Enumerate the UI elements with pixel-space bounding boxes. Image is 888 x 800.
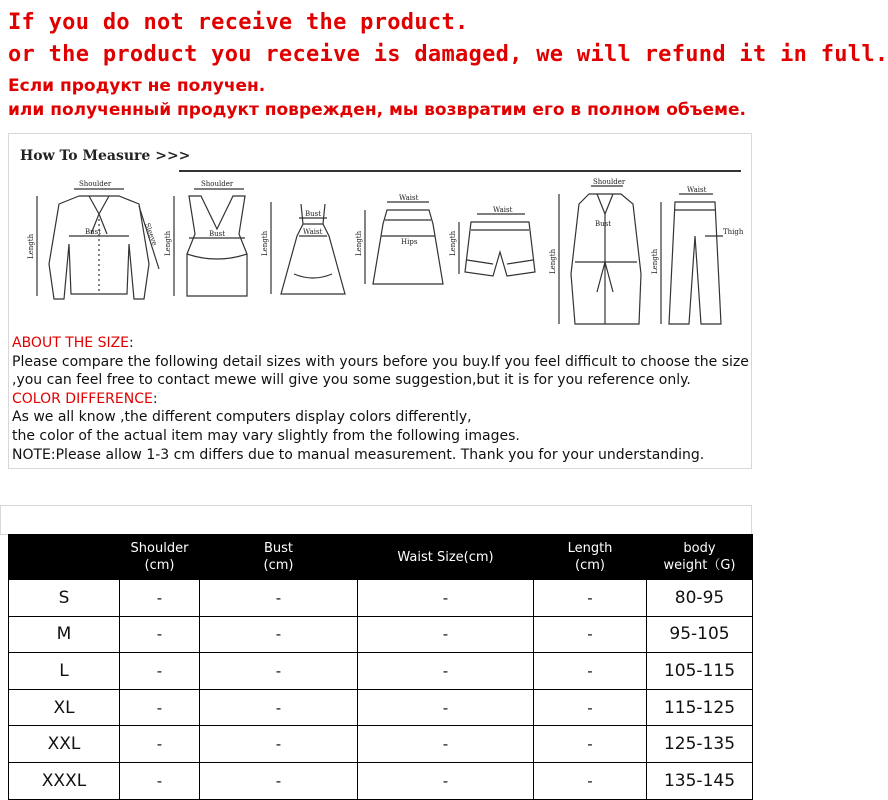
skirt-hips-label: Hips — [401, 238, 418, 246]
blouse-sketch — [37, 189, 159, 299]
tank-bust-label: Bust — [209, 230, 226, 238]
about-size-colon: : — [129, 335, 134, 351]
shoulder-cell: - — [120, 616, 200, 653]
color-difference-colon: : — [152, 390, 158, 407]
refund-notice-en-line1: If you do not receive the product. — [8, 10, 469, 35]
table-row — [9, 653, 753, 690]
coat-length-label: Length — [549, 248, 557, 274]
color-difference-text-2: the color of the actual item may vary slightly from the following images. — [12, 427, 520, 444]
tank-shoulder-label: Shoulder — [201, 180, 234, 188]
length-cell: - — [534, 726, 647, 763]
header-shoulder: Shoulder (cm) — [120, 535, 200, 580]
table-row — [9, 689, 753, 726]
coat-shoulder-label: Shoulder — [593, 178, 626, 186]
size-info-text — [12, 334, 749, 464]
table-row — [9, 762, 753, 799]
header-size — [9, 535, 120, 580]
bust-cell: - — [200, 580, 358, 617]
tank-top-sketch — [174, 189, 247, 296]
shorts-waist-label: Waist — [493, 206, 513, 214]
color-difference-line — [12, 390, 749, 409]
table-row — [9, 580, 753, 617]
about-size-text-1: Please compare the following detail sizes with yours before you buy.If you feel difficult to choose the size — [12, 353, 749, 370]
table-top-spacer — [0, 505, 752, 535]
shoulder-cell: - — [120, 762, 200, 799]
tank-length-label: Length — [164, 230, 172, 256]
weight-cell: 115-125 — [647, 689, 753, 726]
refund-notice-ru-line2: или полученный продукт поврежден, мы возвратим его в полном объеме. — [8, 100, 746, 120]
coat-bust-label: Bust — [595, 220, 612, 228]
shorts-length-label: Length — [449, 230, 457, 256]
pants-length-label: Length — [651, 248, 659, 274]
bust-cell: - — [200, 616, 358, 653]
color-difference-text-1: As we all know ,the different computers display colors differently, — [12, 409, 472, 426]
length-cell: - — [534, 689, 647, 726]
color-difference-heading: COLOR DIFFERENCE — [12, 390, 153, 407]
how-to-measure-title: How To Measure >>> — [20, 148, 191, 164]
blouse-length-label: Length — [27, 233, 35, 259]
dress-bust-label: Bust — [305, 210, 322, 218]
shoulder-cell: - — [120, 726, 200, 763]
refund-notice-en-line2: or the product you receive is damaged, we will refund it in full. — [8, 42, 888, 67]
coat-sketch — [559, 186, 641, 324]
about-size-line — [12, 334, 749, 353]
garment-measurement-sketches — [9, 174, 753, 334]
pants-sketch — [661, 194, 723, 324]
table-row — [9, 726, 753, 763]
pants-waist-label: Waist — [687, 186, 707, 194]
waist-cell: - — [358, 616, 534, 653]
bust-cell: - — [200, 762, 358, 799]
length-cell: - — [534, 653, 647, 690]
waist-cell: - — [358, 726, 534, 763]
dress-waist-label: Waist — [303, 228, 323, 236]
shorts-sketch — [459, 214, 535, 276]
size-cell: S — [9, 580, 120, 617]
shoulder-cell: - — [120, 689, 200, 726]
bust-cell: - — [200, 689, 358, 726]
size-table-header-row — [9, 535, 753, 580]
weight-cell: 105-115 — [647, 653, 753, 690]
waist-cell: - — [358, 762, 534, 799]
table-row — [9, 616, 753, 653]
waist-cell: - — [358, 653, 534, 690]
measurement-note: NOTE:Please allow 1-3 cm differs due to manual measurement. Thank you for your understanding. — [12, 446, 705, 463]
length-cell: - — [534, 580, 647, 617]
bust-cell: - — [200, 653, 358, 690]
bust-cell: - — [200, 726, 358, 763]
weight-cell: 80-95 — [647, 580, 753, 617]
shoulder-cell: - — [120, 580, 200, 617]
size-cell: XL — [9, 689, 120, 726]
weight-cell: 135-145 — [647, 762, 753, 799]
header-waist: Waist Size(cm) — [358, 535, 534, 580]
weight-cell: 125-135 — [647, 726, 753, 763]
shoulder-cell: - — [120, 653, 200, 690]
about-size-heading: ABOUT THE SIZE — [12, 335, 130, 351]
size-cell: M — [9, 616, 120, 653]
skirt-length-label: Length — [355, 230, 363, 256]
size-cell: XXXL — [9, 762, 120, 799]
blouse-shoulder-label: Shoulder — [79, 180, 112, 188]
header-body-weight: body weight（G) — [647, 535, 753, 580]
refund-notice-ru-line1: Если продукт не получен. — [8, 76, 266, 96]
about-size-text-2: ,you can feel free to contact mewe will give you some suggestion,but it is for you reference only. — [12, 372, 691, 389]
waist-cell: - — [358, 689, 534, 726]
skirt-waist-label: Waist — [399, 194, 419, 202]
size-cell: L — [9, 653, 120, 690]
blouse-sleeve-label: Sleeve — [143, 221, 159, 247]
dress-length-label: Length — [261, 230, 269, 256]
pants-thigh-label: Thigh — [723, 228, 744, 236]
how-to-measure-panel — [8, 133, 752, 469]
title-underline — [179, 170, 741, 172]
weight-cell: 95-105 — [647, 616, 753, 653]
blouse-bust-label: Bust — [85, 228, 102, 236]
header-bust: Bust (cm) — [200, 535, 358, 580]
size-chart-table — [8, 534, 753, 800]
length-cell: - — [534, 616, 647, 653]
length-cell: - — [534, 762, 647, 799]
waist-cell: - — [358, 580, 534, 617]
header-length: Length (cm) — [534, 535, 647, 580]
size-cell: XXL — [9, 726, 120, 763]
